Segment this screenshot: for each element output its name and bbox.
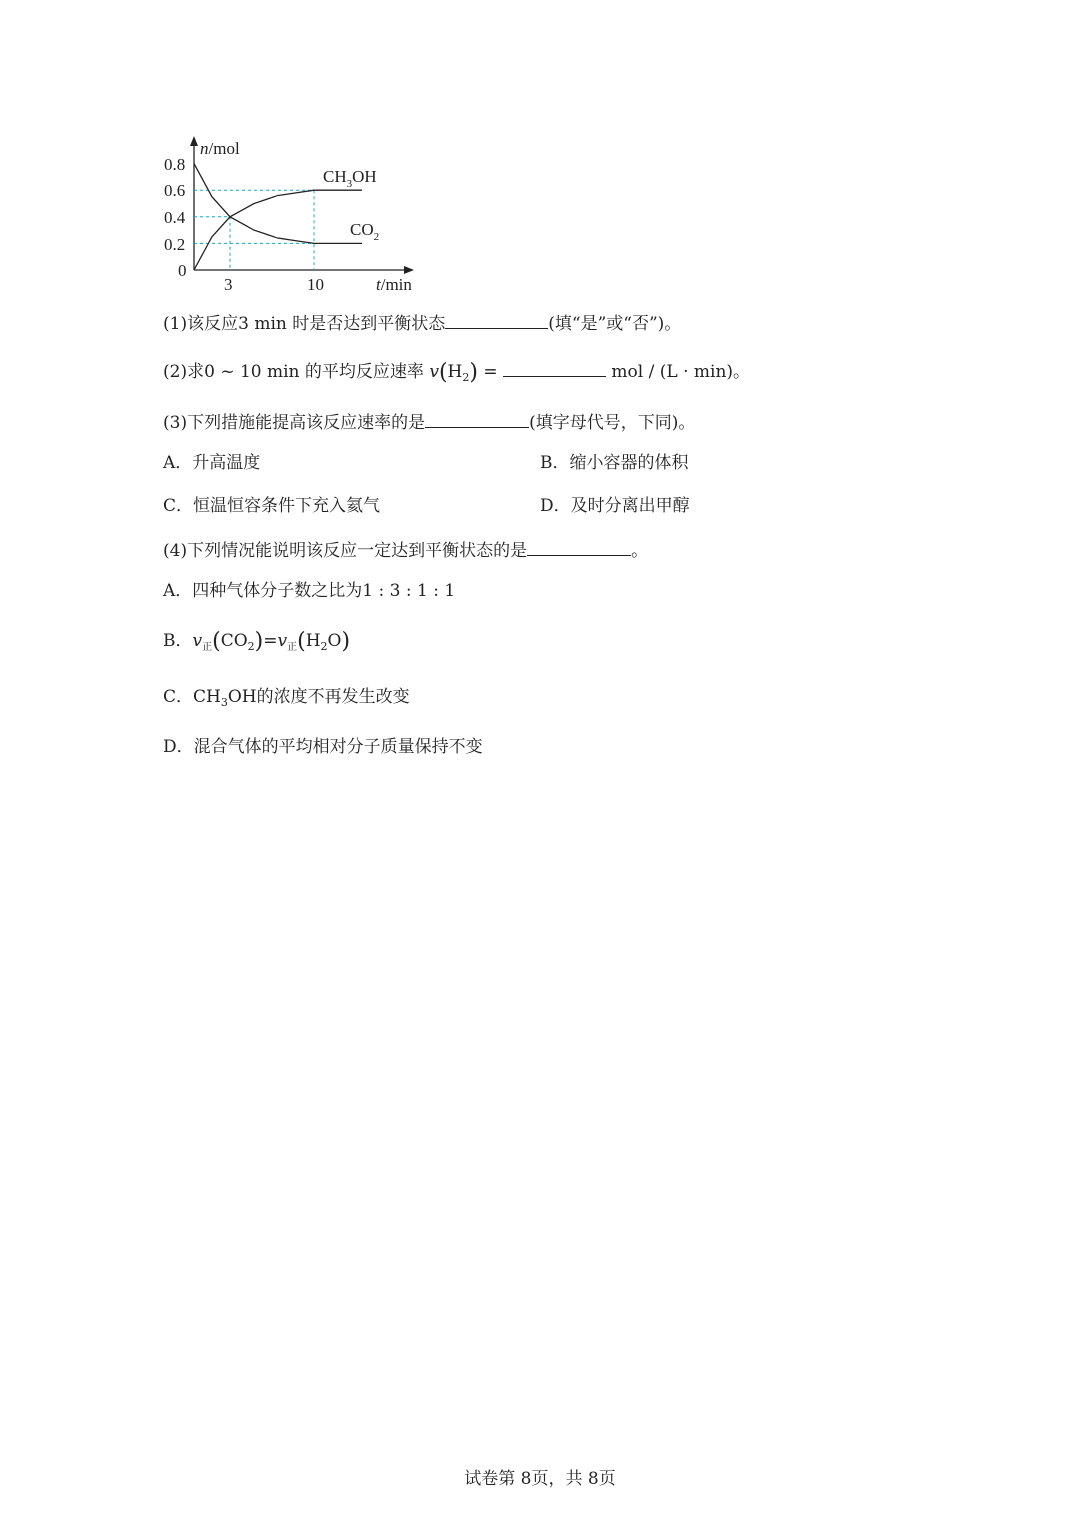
q2-v: v [429, 362, 439, 382]
answer-blank-1[interactable] [445, 310, 548, 329]
x-axis-label: t/min [376, 275, 412, 294]
answer-blank-3[interactable] [425, 409, 529, 428]
q2-h: H [447, 362, 463, 382]
q4-option-b: B．$v_正(CO_2)=v_正(H_2O)$ [163, 629, 351, 654]
q3-post: (填字母代号，下同)。 [529, 413, 696, 433]
q3-option-a: A．升高温度 [163, 453, 261, 473]
curve-ch3oh [194, 190, 362, 270]
q2-pre: (2)求 [163, 362, 205, 382]
y-tick: 0.8 [164, 155, 186, 174]
q2-mid: 的平均反应速率 [304, 362, 424, 382]
graph-svg [150, 130, 430, 300]
question-1 [163, 310, 681, 336]
q3-pre: (3)下列措施能提高该反应速率的是 [163, 413, 426, 433]
q1-post: (填“是”或“否”)。 [548, 314, 682, 334]
q4-option-a: A．四种气体分子数之比为1 : 3 : 1 : 1 [163, 581, 456, 601]
answer-blank-4[interactable] [527, 537, 631, 556]
question-4 [163, 537, 648, 563]
page-footer: 试卷第 8页，共 8页 [464, 1469, 616, 1489]
series-label-co2: $CO_2$ [350, 220, 380, 243]
series-label-ch3oh: $CH_3OH$ [323, 167, 377, 190]
q2-post-unit: mol / (L · min) [611, 362, 734, 382]
q1-pre: (1)该反应 [163, 314, 239, 334]
q4-post: 。 [631, 541, 649, 561]
q1-mid: 时是否达到平衡状态 [292, 314, 446, 334]
q1-unit: min [254, 314, 287, 334]
q3-option-d: D．及时分离出甲醇 [540, 496, 690, 516]
y-axis-arrow [190, 136, 198, 146]
q3-option-b: B．缩小容器的体积 [540, 453, 689, 473]
question-2: (2)求0 ~ 10 min 的平均反应速率 $v(H_2)$ = mol / (L · min)。 [163, 360, 751, 385]
q2-end: 。 [733, 362, 751, 382]
q4-option-c: C．$CH_3OH$的浓度不再发生改变 [163, 687, 410, 709]
y-tick: 0.2 [164, 235, 186, 254]
q2-unit: min [267, 362, 300, 382]
q2-range: 0 ~ 10 [204, 362, 262, 382]
answer-blank-2[interactable] [503, 358, 606, 377]
y-tick: 0.6 [164, 181, 186, 200]
question-3 [163, 409, 695, 435]
q2-eq: = [483, 362, 498, 382]
q4-pre: (4)下列情况能说明该反应一定达到平衡状态的是 [163, 541, 528, 561]
q4-option-d: D．混合气体的平均相对分子质量保持不变 [163, 737, 483, 757]
y-tick: 0.4 [164, 208, 186, 227]
q1-num: 3 [238, 314, 249, 334]
x-tick: 3 [224, 275, 233, 294]
y-axis-label: n/mol [200, 139, 240, 158]
x-axis-arrow [404, 266, 414, 274]
y-tick: 0 [178, 261, 187, 280]
q3-option-c: C．恒温恒容条件下充入氦气 [163, 496, 381, 516]
x-tick: 10 [307, 275, 324, 294]
q2-h-sub: 2 [462, 371, 470, 384]
concentration-time-graph [150, 130, 430, 300]
